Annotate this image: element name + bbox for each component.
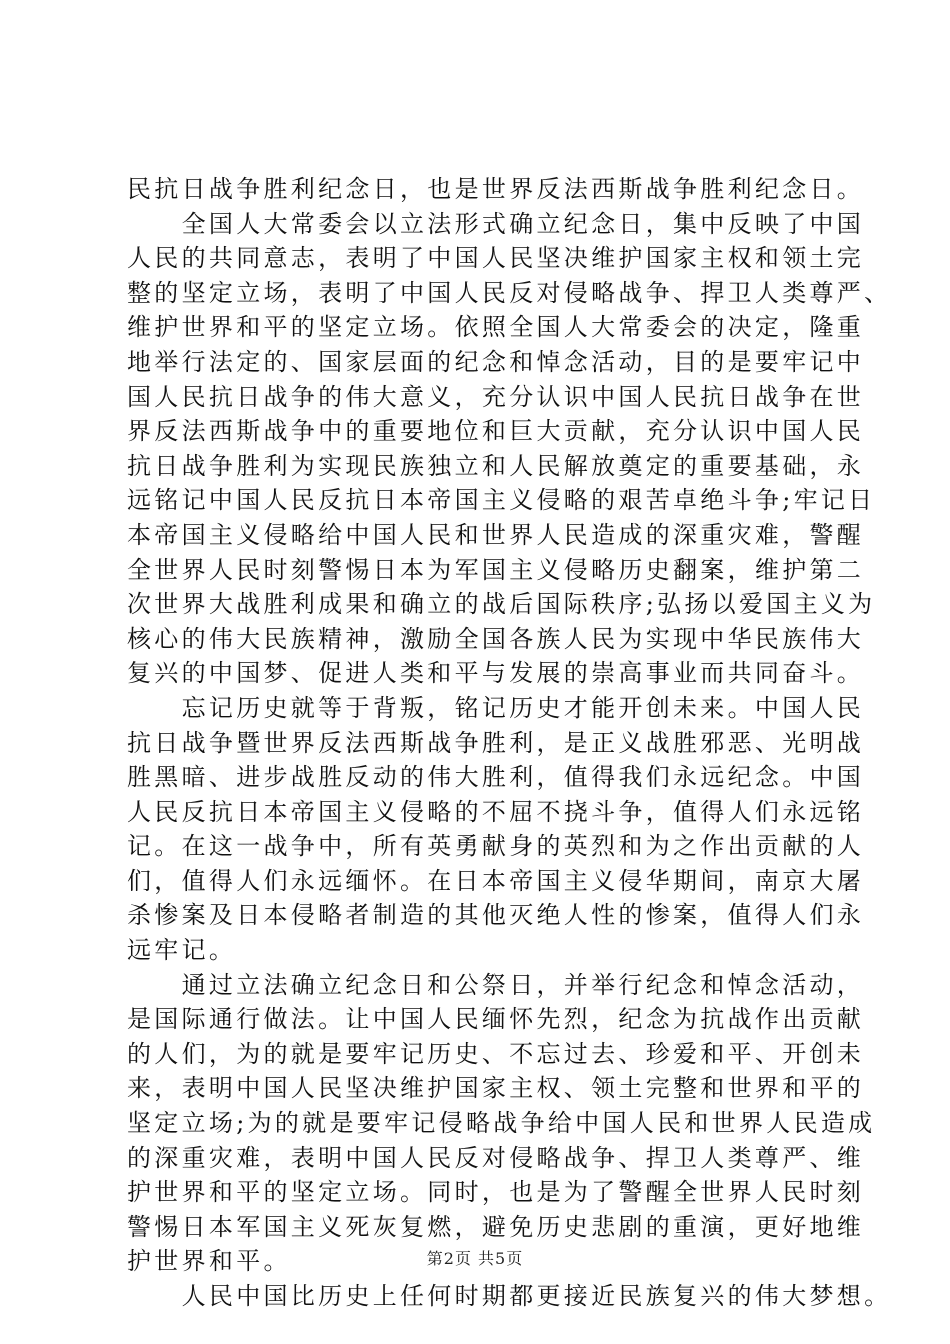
text-line: 人民反抗日本帝国主义侵略的不屈不挠斗争，值得人们永远铭 <box>127 797 865 826</box>
text-line: 的人们，为的就是要牢记历史、不忘过去、珍爱和平、开创未 <box>127 1039 865 1068</box>
text-line: 复兴的中国梦、促进人类和平与发展的崇高事业而共同奋斗。 <box>127 659 865 688</box>
text-line: 地举行法定的、国家层面的纪念和悼念活动，目的是要牢记中 <box>127 347 865 376</box>
text-line: 杀惨案及日本侵略者制造的其他灭绝人性的惨案，值得人们永 <box>127 901 865 930</box>
text-line: 全国人大常委会以立法形式确立纪念日，集中反映了中国 <box>127 209 865 238</box>
text-line: 护世界和平。 <box>127 1247 291 1276</box>
text-line: 来，表明中国人民坚决维护国家主权、领土完整和世界和平的 <box>127 1074 865 1103</box>
text-line: 人民的共同意志，表明了中国人民坚决维护国家主权和领土完 <box>127 244 865 273</box>
page-footer: 第2页 共5页 <box>426 1249 524 1268</box>
text-line: 是国际通行做法。让中国人民缅怀先烈，纪念为抗战作出贡献 <box>127 1005 865 1034</box>
text-line: 护世界和平的坚定立场。同时，也是为了警醒全世界人民时刻 <box>127 1178 865 1207</box>
text-line: 本帝国主义侵略给中国人民和世界人民造成的深重灾难，警醒 <box>127 520 865 549</box>
text-line: 们，值得人们永远缅怀。在日本帝国主义侵华期间，南京大屠 <box>127 866 865 895</box>
text-line: 界反法西斯战争中的重要地位和巨大贡献，充分认识中国人民 <box>127 417 865 446</box>
text-line: 通过立法确立纪念日和公祭日，并举行纪念和悼念活动， <box>127 970 865 999</box>
text-line: 胜黑暗、进步战胜反动的伟大胜利，值得我们永远纪念。中国 <box>127 763 865 792</box>
text-line: 民抗日战争胜利纪念日，也是世界反法西斯战争胜利纪念日。 <box>127 175 865 203</box>
text-line: 国人民抗日战争的伟大意义，充分认识中国人民抗日战争在世 <box>127 382 865 411</box>
text-line: 维护世界和平的坚定立场。依照全国人大常委会的决定，隆重 <box>127 313 865 342</box>
text-line: 坚定立场;为的就是要牢记侵略战争给中国人民和世界人民造成 <box>127 1109 876 1138</box>
text-line: 远铭记中国人民反抗日本帝国主义侵略的艰苦卓绝斗争;牢记日 <box>127 486 876 515</box>
text-line: 记。在这一战争中，所有英勇献身的英烈和为之作出贡献的人 <box>127 832 865 861</box>
text-line: 忘记历史就等于背叛，铭记历史才能开创未来。中国人民 <box>127 693 865 722</box>
text-line: 次世界大战胜利成果和确立的战后国际秩序;弘扬以爱国主义为 <box>127 590 876 619</box>
text-line: 核心的伟大民族精神，激励全国各族人民为实现中华民族伟大 <box>127 624 865 653</box>
text-line: 警惕日本军国主义死灰复燃，避免历史悲剧的重演，更好地维 <box>127 1212 865 1241</box>
text-line: 全世界人民时刻警惕日本为军国主义侵略历史翻案，维护第二 <box>127 555 865 584</box>
text-line: 远牢记。 <box>127 936 237 965</box>
text-line: 抗日战争胜利为实现民族独立和人民解放奠定的重要基础，永 <box>127 451 865 480</box>
text-line: 人民中国比历史上任何时期都更接近民族复兴的伟大梦想。 <box>127 1282 892 1310</box>
text-line: 抗日战争暨世界反法西斯战争胜利，是正义战胜邪恶、光明战 <box>127 728 865 757</box>
body-text <box>127 172 892 1314</box>
text-line: 的深重灾难，表明中国人民反对侵略战争、捍卫人类尊严、维 <box>127 1143 865 1172</box>
text-line: 整的坚定立场，表明了中国人民反对侵略战争、捍卫人类尊严、 <box>127 278 892 307</box>
